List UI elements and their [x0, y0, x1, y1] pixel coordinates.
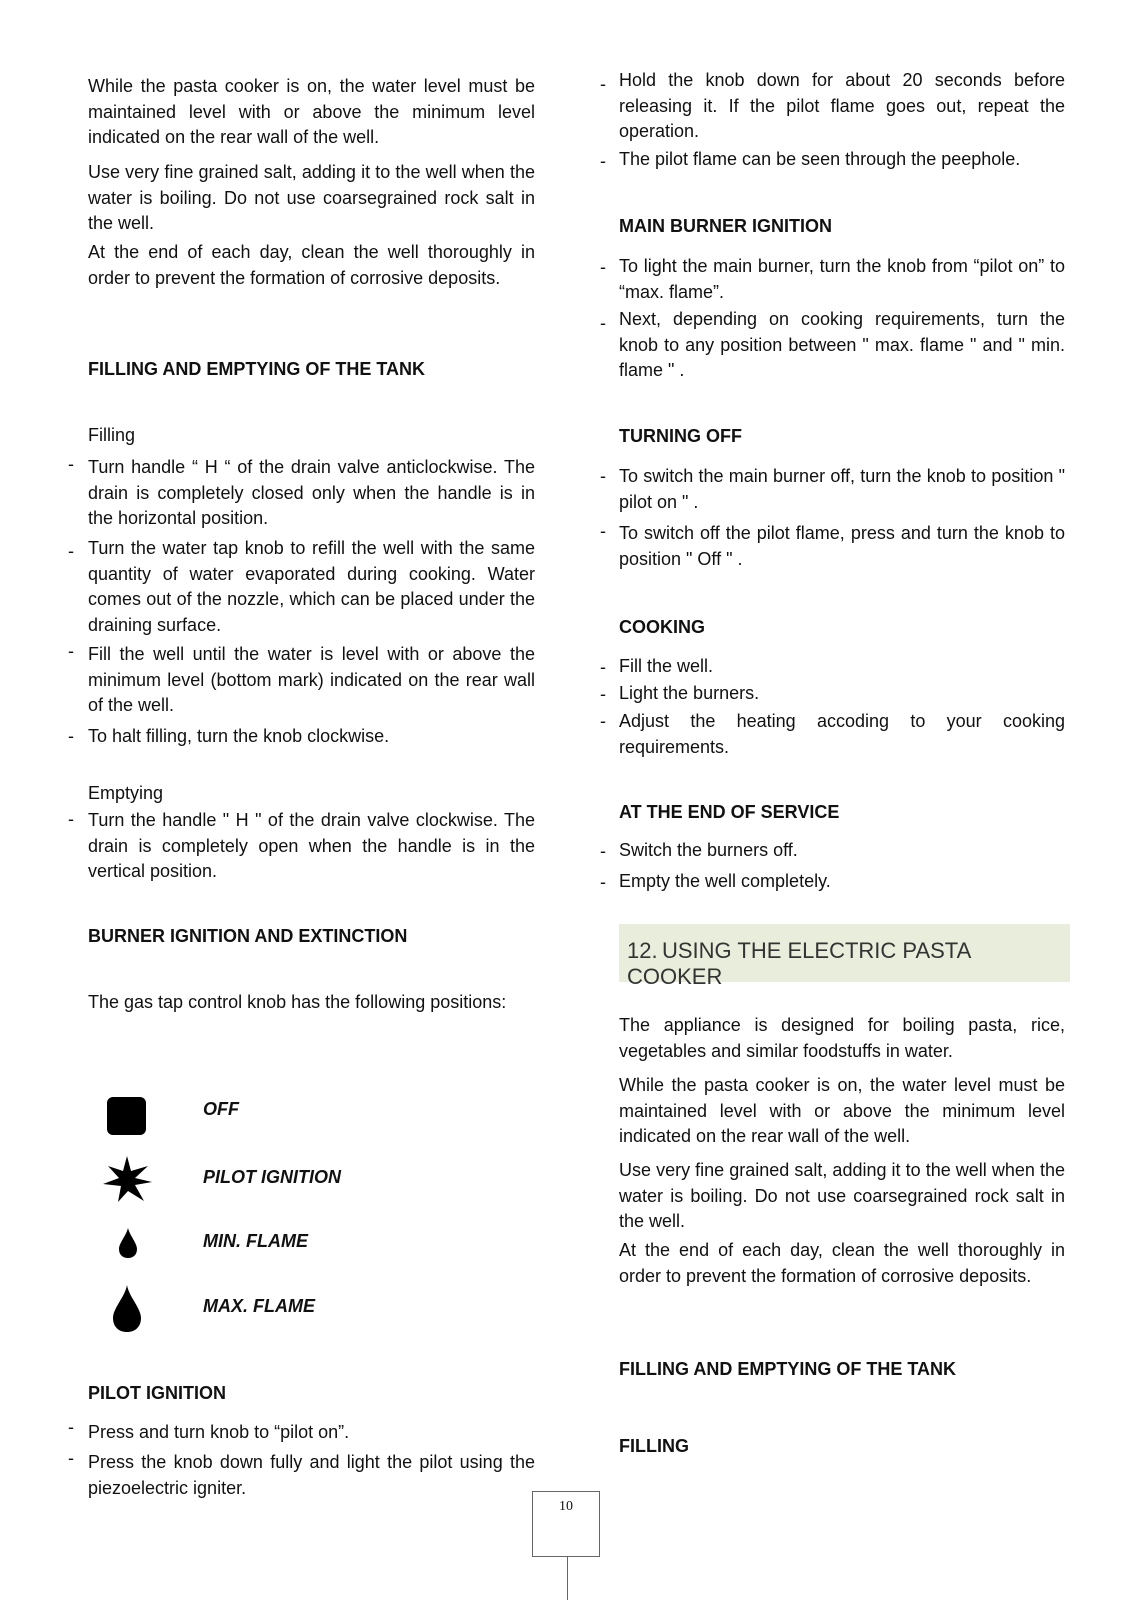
heading-end-of-service: AT THE END OF SERVICE — [619, 802, 840, 822]
list-dash: - — [600, 872, 606, 892]
list-item: Fill the well. — [619, 656, 714, 676]
heading-filling: FILLING — [619, 1436, 689, 1456]
small-flame-icon — [116, 1226, 140, 1260]
paragraph-water-level: While the pasta cooker is on, the water level must be maintained level with or above the minimum level indicated on the rear wall of the well. — [88, 76, 535, 147]
heading-main-burner: MAIN BURNER IGNITION — [619, 216, 832, 236]
pilot-star-icon — [100, 1154, 154, 1204]
paragraph-knob-positions: The gas tap control knob has the following positions: — [88, 992, 507, 1012]
list-item: Turn the water tap knob to refill the well with the same quantity of water evaporated during cooking. Water comes out of the nozzle, which can be placed under the draining surface. — [88, 538, 535, 635]
paragraph-salt-2: Use very fine grained salt, adding it to the well when the water is boiling. Do not use coarsegrained rock salt in the well. — [619, 1160, 1065, 1231]
list-dash: - — [68, 1417, 74, 1437]
list-item: Fill the well until the water is level with or above the minimum level (bottom mark) indicated on the rear wall of the well. — [88, 644, 535, 715]
symbol-label-min-flame: MIN. FLAME — [203, 1231, 308, 1251]
paragraph-salt: Use very fine grained salt, adding it to the well when the water is boiling. Do not use coarsegrained rock salt in the well. — [88, 162, 535, 233]
heading-filling-emptying-2: FILLING AND EMPTYING OF THE TANK — [619, 1359, 956, 1379]
list-dash: - — [600, 151, 606, 171]
list-item: To switch off the pilot flame, press and turn the knob to position " Off " . — [619, 523, 1065, 569]
large-flame-icon — [110, 1284, 144, 1334]
page-divider-line — [567, 1557, 568, 1600]
list-item: Turn the handle " H " of the drain valve clockwise. The drain is completely open when the handle is in the vertical position. — [88, 810, 535, 881]
list-item: To light the main burner, turn the knob from “pilot on” to “max. flame”. — [619, 256, 1065, 302]
list-dash: - — [68, 726, 74, 746]
list-dash: - — [600, 521, 606, 541]
heading-filling-emptying: FILLING AND EMPTYING OF THE TANK — [88, 359, 425, 379]
list-item: Hold the knob down for about 20 seconds before releasing it. If the pilot flame goes out, repeat the operation. — [619, 70, 1065, 141]
paragraph-water-level-2: While the pasta cooker is on, the water level must be maintained level with or above the minimum level indicated on the rear wall of the well. — [619, 1075, 1065, 1146]
section-title: 12. USING THE ELECTRIC PASTA COOKER — [627, 938, 971, 989]
subheading-filling: Filling — [88, 425, 136, 445]
list-dash: - — [600, 684, 606, 704]
list-item: Press the knob down fully and light the pilot using the piezoelectric igniter. — [88, 1452, 535, 1498]
paragraph-clean: At the end of each day, clean the well thoroughly in order to prevent the formation of corrosive deposits. — [88, 242, 535, 288]
list-item: Empty the well completely. — [619, 871, 831, 891]
list-dash: - — [600, 841, 606, 861]
list-dash: - — [600, 466, 606, 486]
list-dash: - — [600, 711, 606, 731]
list-dash: - — [68, 1448, 74, 1468]
list-item: Light the burners. — [619, 683, 760, 703]
list-dash: - — [68, 541, 74, 561]
page-number-box — [532, 1491, 600, 1557]
list-item: Switch the burners off. — [619, 840, 798, 860]
heading-cooking: COOKING — [619, 617, 706, 637]
paragraph-appliance: The appliance is designed for boiling pasta, rice, vegetables and similar foodstuffs in water. — [619, 1015, 1065, 1061]
symbol-label-pilot-ignition: PILOT IGNITION — [203, 1167, 341, 1187]
list-item: To halt filling, turn the knob clockwise. — [88, 726, 390, 746]
paragraph-clean-2: At the end of each day, clean the well thoroughly in order to prevent the formation of corrosive deposits. — [619, 1240, 1065, 1286]
list-item: Next, depending on cooking requirements, turn the knob to any position between " max. flame " and " min. flame " . — [619, 309, 1065, 380]
heading-burner-ignition: BURNER IGNITION AND EXTINCTION — [88, 926, 408, 946]
symbol-label-off: OFF — [203, 1099, 239, 1119]
section-header — [619, 924, 1070, 989]
off-square-icon — [103, 1092, 151, 1140]
list-dash: - — [600, 74, 606, 94]
list-item: Press and turn knob to “pilot on”. — [88, 1422, 350, 1442]
heading-pilot-ignition: PILOT IGNITION — [88, 1383, 226, 1403]
list-item: To switch the main burner off, turn the knob to position " pilot on " . — [619, 466, 1065, 512]
list-dash: - — [600, 657, 606, 677]
symbol-label-max-flame: MAX. FLAME — [203, 1296, 315, 1316]
list-item: Adjust the heating accoding to your cooking requirements. — [619, 711, 1065, 757]
list-dash: - — [68, 641, 74, 661]
list-dash: - — [68, 454, 74, 474]
page-number: 10 — [559, 1499, 573, 1514]
subheading-emptying: Emptying — [88, 783, 164, 803]
list-dash: - — [68, 809, 74, 829]
list-item: Turn handle “ H “ of the drain valve anticlockwise. The drain is completely closed only when the handle is in the horizontal position. — [88, 457, 535, 528]
list-dash: - — [600, 257, 606, 277]
heading-turning-off: TURNING OFF — [619, 426, 742, 446]
list-dash: - — [600, 313, 606, 333]
list-item: The pilot flame can be seen through the peephole. — [619, 149, 1021, 169]
